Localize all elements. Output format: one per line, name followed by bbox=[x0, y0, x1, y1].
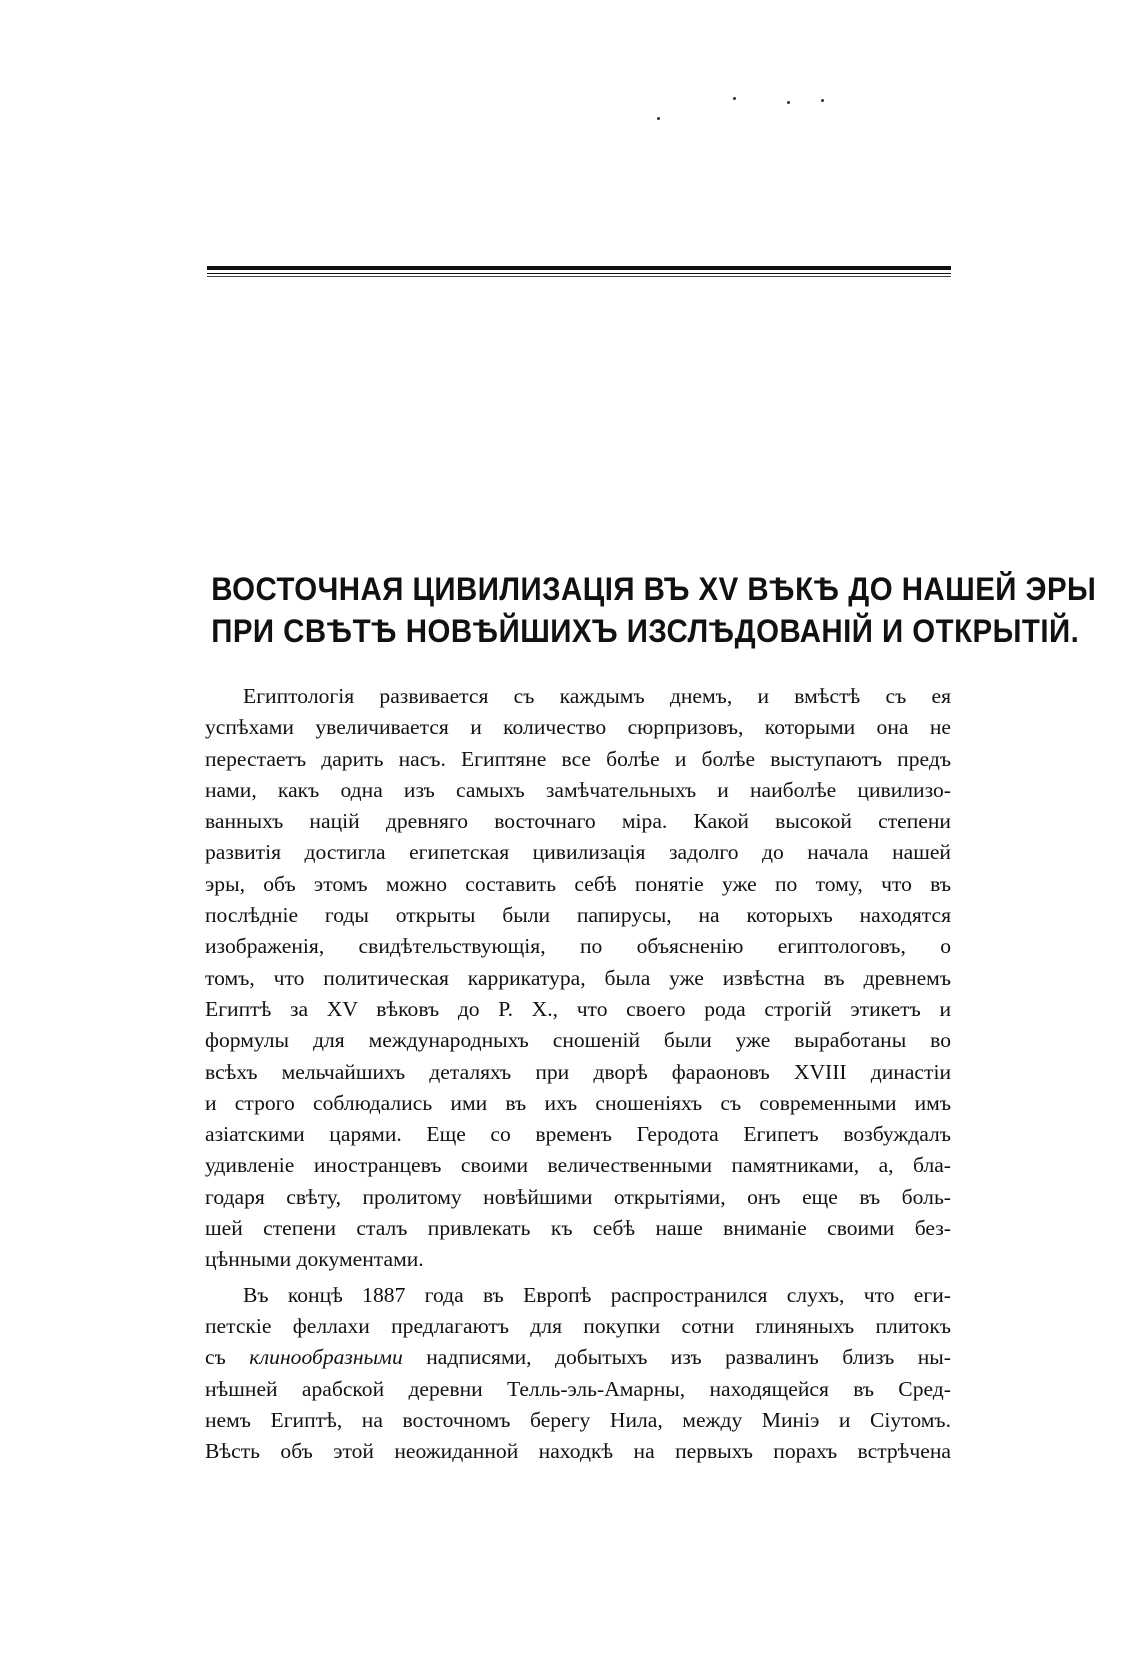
rule-thin bbox=[207, 276, 951, 277]
text-line: нѣшней арабской деревни Телль-эль-Амарны, находящейся въ Сред- bbox=[205, 1376, 951, 1401]
text-line: ванныхъ націй древняго восточнаго міра. Какой высокой степени bbox=[205, 809, 951, 834]
scan-speck bbox=[821, 99, 824, 102]
text-line: Вѣсть объ этой неожиданной находкѣ на первыхъ порахъ встрѣчена bbox=[205, 1439, 951, 1464]
italic-term: клинообразными bbox=[249, 1345, 403, 1370]
body-text bbox=[205, 681, 951, 1467]
text-line: Въ концѣ 1887 года въ Европѣ распространился слухъ, что еги- bbox=[243, 1282, 951, 1307]
text-line: годаря свѣту, пролитому новѣйшими открытіями, онъ еще въ боль- bbox=[205, 1184, 951, 1209]
text-line: томъ, что политическая каррикатура, была уже извѣстна въ древнемъ bbox=[205, 965, 951, 990]
scan-speck bbox=[657, 117, 660, 120]
text-line: цѣнными документами. bbox=[205, 1247, 424, 1272]
text-line: эры, объ этомъ можно составить себѣ понятіе уже по тому, что въ bbox=[205, 871, 951, 896]
text-line: изображенія, свидѣтельствующія, по объясненію египтологовъ, о bbox=[205, 934, 951, 959]
chapter-title-line-1: ВОСТОЧНАЯ ЦИВИЛИЗАЦІЯ ВЪ XV ВѢКѢ ДО НАШЕЙ ЭРЫ bbox=[211, 571, 1097, 607]
text-line bbox=[205, 1342, 951, 1373]
text-line: и строго соблюдались ими въ ихъ сношеніяхъ съ современными имъ bbox=[205, 1090, 951, 1115]
text-fragment: съ bbox=[205, 1345, 226, 1370]
text-line: развитія достигла египетская цивилизація задолго до начала нашей bbox=[205, 840, 951, 865]
scan-speck bbox=[733, 97, 736, 100]
text-line: Египтѣ за XV вѣковъ до Р. Х., что своего рода строгій этикетъ и bbox=[205, 996, 951, 1021]
chapter-title-line-2: ПРИ СВѢТѢ НОВѢЙШИХЪ ИЗСЛѢДОВАНІЙ И ОТКРЫТІЙ. bbox=[211, 613, 1080, 649]
rule-thin bbox=[207, 273, 951, 274]
text-line: шей степени сталъ привлекать къ себѣ наше вниманіе своими без- bbox=[205, 1216, 951, 1241]
chapter-title bbox=[211, 568, 1097, 652]
header-rule bbox=[207, 266, 951, 277]
text-line: петскіе феллахи предлагаютъ для покупки сотни глиняныхъ плитокъ bbox=[205, 1313, 951, 1338]
text-line: нами, какъ одна изъ самыхъ замѣчательныхъ и наиболѣе цивилизо- bbox=[205, 777, 951, 802]
text-line: успѣхами увеличивается и количество сюрпризовъ, которыми она не bbox=[205, 715, 951, 740]
text-line: удивленіе иностранцевъ своими величественными памятниками, а, бла- bbox=[205, 1153, 951, 1178]
text-line: немъ Египтѣ, на восточномъ берегу Нила, между Миніэ и Сіутомъ. bbox=[205, 1407, 951, 1432]
text-line: послѣдніе годы открыты были папирусы, на которыхъ находятся bbox=[205, 903, 951, 928]
scan-speck bbox=[787, 101, 790, 104]
scan-specks bbox=[0, 0, 1140, 140]
text-fragment: надписями, добытыхъ изъ развалинъ близъ ны- bbox=[426, 1345, 951, 1370]
paragraph-2 bbox=[205, 1280, 951, 1468]
paragraph-1 bbox=[205, 681, 951, 1276]
text-line: Египтологія развивается съ каждымъ днемъ, и вмѣстѣ съ ея bbox=[243, 684, 951, 708]
text-line: азіатскими царями. Еще со временъ Геродота Египетъ возбуждалъ bbox=[205, 1122, 951, 1147]
rule-thick bbox=[207, 266, 951, 270]
text-line: формулы для международныхъ сношеній были уже выработаны во bbox=[205, 1028, 951, 1053]
text-line: перестаетъ дарить насъ. Египтяне все болѣе и болѣе выступаютъ предъ bbox=[205, 746, 951, 771]
text-line: всѣхъ мельчайшихъ деталяхъ при дворѣ фараоновъ XVIII династіи bbox=[205, 1059, 951, 1084]
